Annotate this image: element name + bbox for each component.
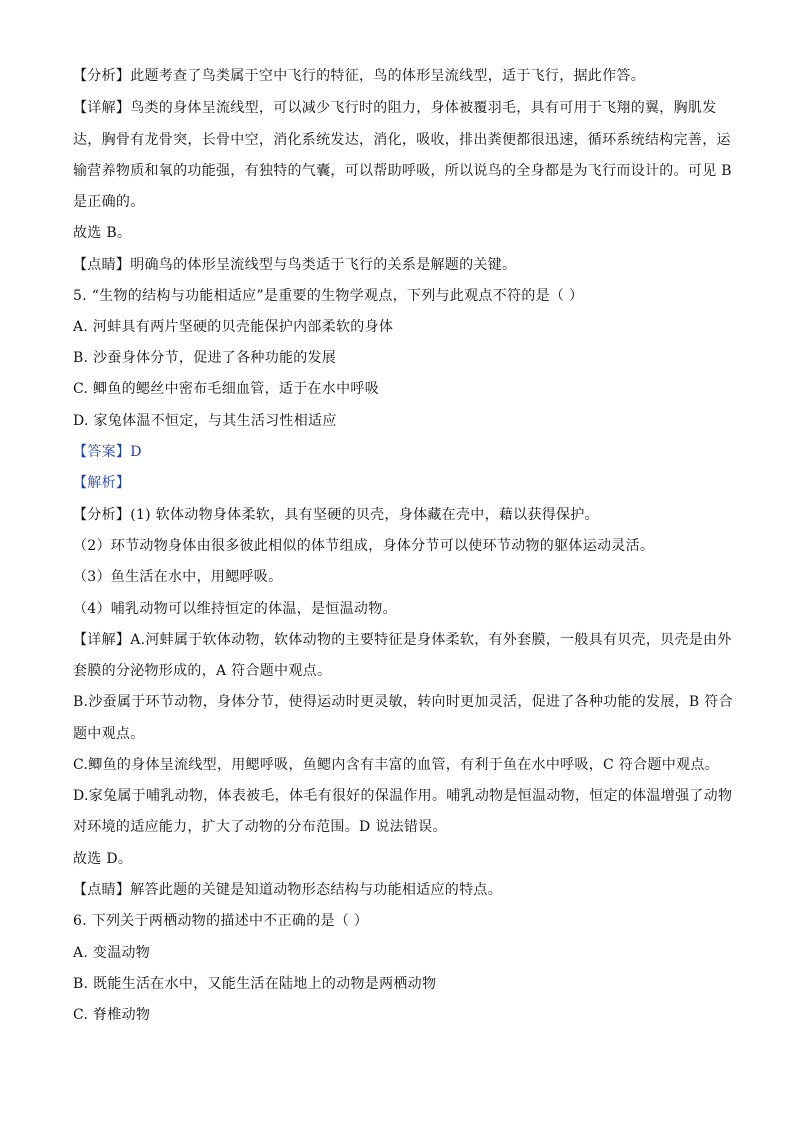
analysis-line: 【分析】此题考查了鸟类属于空中飞行的特征，鸟的体形呈流线型，适于飞行，据此作答。 <box>73 68 645 84</box>
answer-line: 【答案】D <box>73 444 142 460</box>
detail-line: 题中观点。 <box>73 726 145 742</box>
detail-line: 【详解】A.河蚌属于软体动物，软体动物的主要特征是身体柔软，有外套膜，一般具有贝壳，贝壳是由外 <box>73 632 732 648</box>
analysis-line: 【分析】(1) 软体动物身体柔软，具有坚硬的贝壳，身体藏在壳中，藉以获得保护。 <box>73 507 599 523</box>
option-b: B. 既能生活在水中，又能生活在陆地上的动物是两栖动物 <box>73 976 437 992</box>
solution-header: 【解析】 <box>73 475 131 491</box>
question-5-stem: 5. “生物的结构与功能相适应”是重要的生物学观点，下列与此观点不符的是（ ） <box>73 288 584 304</box>
option-c: C. 脊椎动物 <box>73 1007 151 1023</box>
option-b: B. 沙蚕身体分节，促进了各种功能的发展 <box>73 350 337 366</box>
question-6-stem: 6. 下列关于两栖动物的描述中不正确的是（ ） <box>73 913 369 929</box>
detail-line: 是正确的。 <box>73 194 145 210</box>
tip-line: 【点睛】明确鸟的体形呈流线型与鸟类适于飞行的关系是解题的关键。 <box>73 257 517 273</box>
analysis-line: （2）环节动物身体由很多彼此相似的体节组成，身体分节可以使环节动物的躯体运动灵活。 <box>73 538 655 554</box>
conclusion-line: 故选 B。 <box>73 225 132 241</box>
detail-line: 套膜的分泌物形成的，A 符合题中观点。 <box>73 663 332 679</box>
detail-line: 【详解】鸟类的身体呈流线型，可以减少飞行时的阻力，身体被覆羽毛，具有可用于飞翔的翼，胸肌发 <box>73 100 717 116</box>
option-d: D. 家兔体温不恒定，与其生活习性相适应 <box>73 413 337 429</box>
option-a: A. 变温动物 <box>73 945 151 961</box>
detail-line: 输营养物质和氧的功能强，有独特的气囊，可以帮助呼吸，所以说鸟的全身都是为飞行而设计的。可见 B <box>73 163 732 179</box>
analysis-line: （3）鱼生活在水中，用鳃呼吸。 <box>73 569 283 585</box>
tip-line: 【点睛】解答此题的关键是知道动物形态结构与功能相适应的特点。 <box>73 882 502 898</box>
detail-line: 对环境的适应能力，扩大了动物的分布范围。D 说法错误。 <box>73 819 447 835</box>
option-a: A. 河蚌具有两片坚硬的贝壳能保护内部柔软的身体 <box>73 319 394 335</box>
analysis-line: （4）哺乳动物可以维持恒定的体温，是恒温动物。 <box>73 601 397 617</box>
detail-line: B.沙蚕属于环节动物，身体分节，使得运动时更灵敏，转向时更加灵活，促进了各种功能的发展，B 符合 <box>73 694 733 710</box>
option-c: C. 鲫鱼的鳃丝中密布毛细血管，适于在水中呼吸 <box>73 381 380 397</box>
detail-line: D.家兔属于哺乳动物，体表被毛，体毛有很好的保温作用。哺乳动物是恒温动物，恒定的体温增强了动物 <box>73 788 733 804</box>
conclusion-line: 故选 D。 <box>73 851 133 867</box>
detail-line: 达，胸骨有龙骨突，长骨中空，消化系统发达，消化，吸收，排出粪便都很迅速，循环系统结构完善，运 <box>73 132 731 148</box>
detail-line: C.鲫鱼的身体呈流线型，用鳃呼吸，鱼鳃内含有丰富的血管，有利于鱼在水中呼吸，C 符合题中观点。 <box>73 757 719 773</box>
